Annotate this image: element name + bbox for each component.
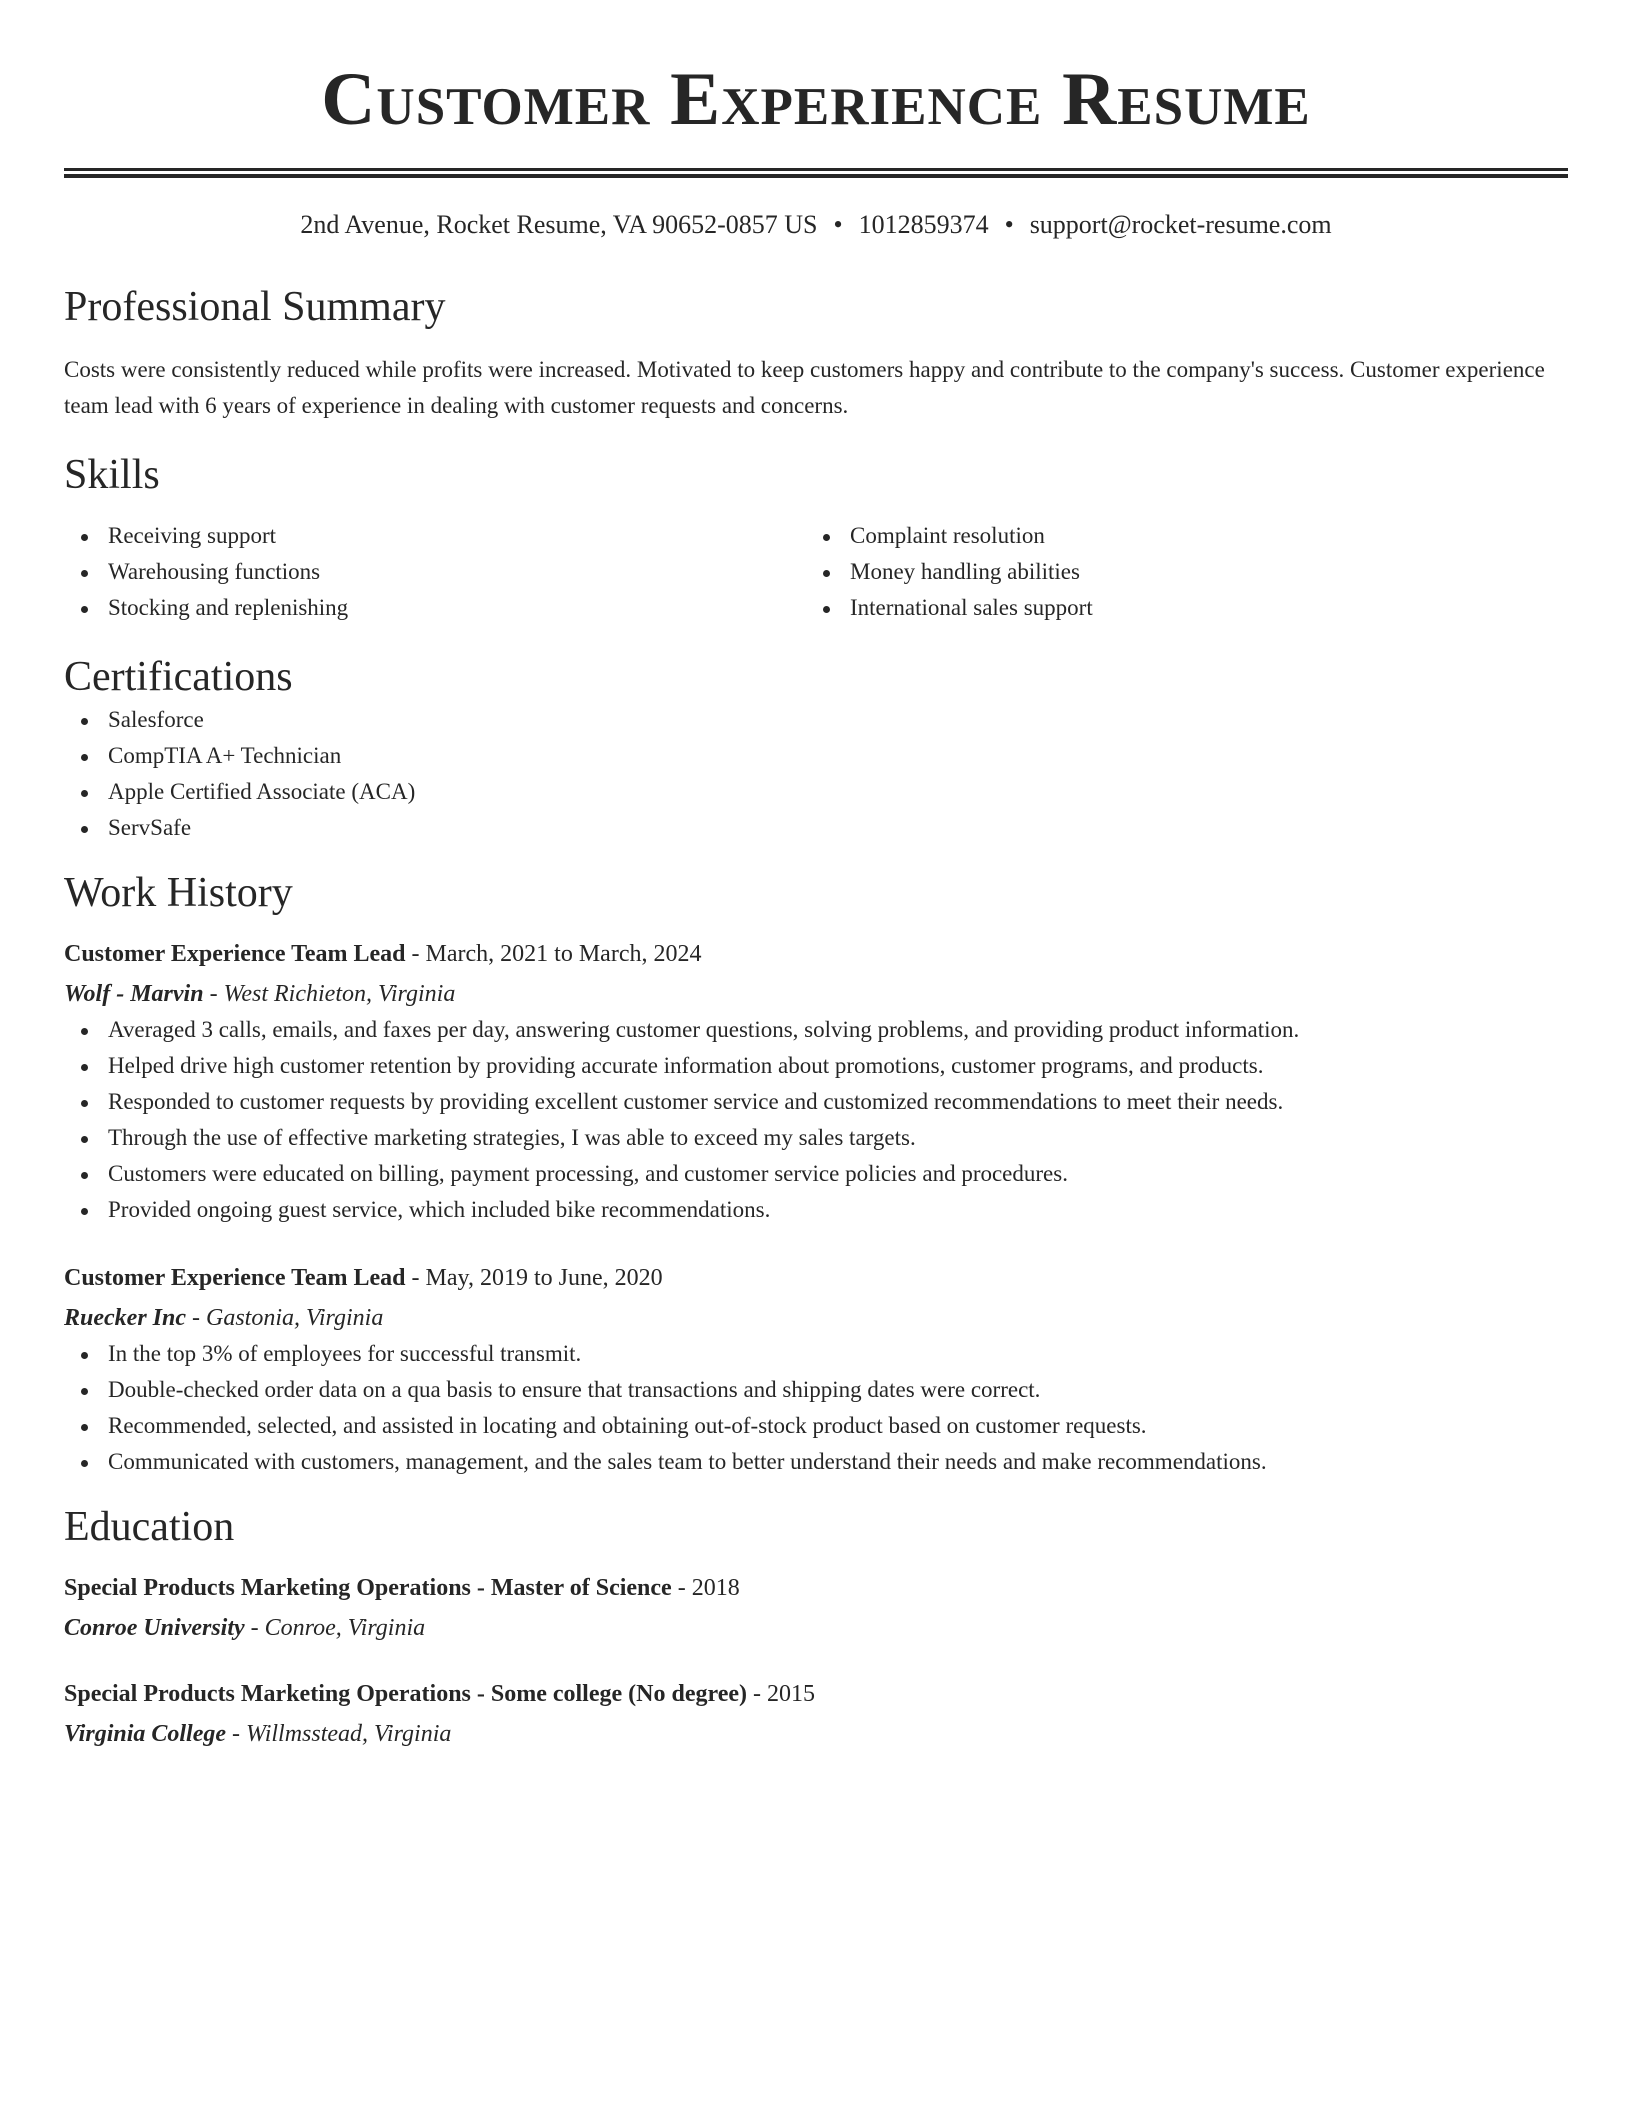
job-duties-list (64, 1336, 1568, 1480)
education-school: Virginia College (64, 1721, 227, 1747)
education-location: Willmsstead, Virginia (246, 1721, 452, 1747)
work-history-heading: Work History (64, 870, 293, 916)
job-role: Customer Experience Team Lead (64, 941, 406, 967)
contact-line (64, 208, 1568, 242)
job-location: West Richieton, Virginia (223, 981, 456, 1007)
job-duty-item: Provided ongoing guest service, which included bike recommendations. (64, 1192, 1568, 1228)
education-degree-line (64, 1570, 1568, 1606)
skills-list-right (806, 518, 1548, 626)
skills-list-left (64, 518, 806, 626)
summary-text: Costs were consistently reduced while profits were increased. Motivated to keep customers happy and contribute to the company's success. Customer experience team lead with 6 years of experience in dealing with customer requests and concerns. (64, 357, 1545, 418)
certifications-list (64, 702, 1568, 846)
skill-item: Warehousing functions (64, 554, 806, 590)
education-heading: Education (64, 1504, 235, 1550)
job-duty-item: Helped drive high customer retention by providing accurate information about promotions, customer programs, and products. (64, 1048, 1568, 1084)
education-school-line (64, 1610, 1568, 1646)
job-role: Customer Experience Team Lead (64, 1265, 406, 1291)
education-degree-line (64, 1676, 1568, 1712)
job-duty-item: Customers were educated on billing, payment processing, and customer service policies and procedures. (64, 1156, 1568, 1192)
skill-item: Receiving support (64, 518, 806, 554)
skills-grid (64, 518, 1568, 626)
job-title-line (64, 936, 1568, 972)
education-location: Conroe, Virginia (264, 1615, 426, 1641)
summary-heading: Professional Summary (64, 284, 446, 330)
job-duty-item: Responded to customer requests by providing excellent customer service and customized recommendations to meet their needs. (64, 1084, 1568, 1120)
job-duty-item: Communicated with customers, management, and the sales team to better understand their needs and make recommendations. (64, 1444, 1568, 1480)
job-duty-item: Double-checked order data on a qua basis to ensure that transactions and shipping dates were correct. (64, 1372, 1568, 1408)
skill-item: Money handling abilities (806, 554, 1548, 590)
contact-address: 2nd Avenue, Rocket Resume, VA 90652-0857 US (300, 210, 818, 239)
skill-item: Complaint resolution (806, 518, 1548, 554)
education-degree: Special Products Marketing Operations - Some college (No degree) (64, 1681, 747, 1707)
certification-item: ServSafe (64, 810, 1568, 846)
job-company-line (64, 1300, 1568, 1336)
job-dates: March, 2021 to March, 2024 (425, 941, 702, 967)
title-divider (64, 168, 1568, 178)
education-year: 2015 (767, 1681, 815, 1707)
job-duty-item: Recommended, selected, and assisted in locating and obtaining out-of-stock product based on customer requests. (64, 1408, 1568, 1444)
contact-separator: • (833, 210, 843, 239)
job-dash: - (405, 941, 426, 967)
job-dash: - (203, 981, 224, 1007)
education-year: 2018 (691, 1575, 740, 1601)
certification-item: Apple Certified Associate (ACA) (64, 774, 1568, 810)
skill-item: Stocking and replenishing (64, 590, 806, 626)
job-dates: May, 2019 to June, 2020 (425, 1265, 663, 1291)
job-duty-item: Averaged 3 calls, emails, and faxes per day, answering customer questions, solving problems, and providing product information. (64, 1012, 1568, 1048)
education-degree: Special Products Marketing Operations - Master of Science (64, 1575, 672, 1601)
education-dash: - (226, 1721, 247, 1747)
job-dash: - (186, 1305, 206, 1331)
education-dash: - (747, 1681, 767, 1707)
education-school: Conroe University (64, 1615, 245, 1641)
certification-item: Salesforce (64, 702, 1568, 738)
certifications-heading: Certifications (64, 654, 293, 700)
education-dash: - (244, 1615, 265, 1641)
job-dash: - (405, 1265, 426, 1291)
job-company-line (64, 976, 1568, 1012)
page-title: Customer Experience Resume (321, 58, 1311, 141)
job-company: Ruecker Inc (64, 1305, 186, 1331)
skills-heading: Skills (64, 452, 160, 498)
job-duty-item: In the top 3% of employees for successful transmit. (64, 1336, 1568, 1372)
job-company: Wolf - Marvin (64, 981, 204, 1007)
job-duties-list (64, 1012, 1568, 1228)
contact-phone: 1012859374 (858, 210, 989, 239)
education-dash: - (671, 1575, 692, 1601)
skill-item: International sales support (806, 590, 1548, 626)
contact-separator: • (1004, 210, 1014, 239)
education-school-line (64, 1716, 1568, 1752)
job-title-line (64, 1260, 1568, 1296)
contact-email: support@rocket-resume.com (1029, 210, 1332, 239)
certification-item: CompTIA A+ Technician (64, 738, 1568, 774)
job-duty-item: Through the use of effective marketing strategies, I was able to exceed my sales targets. (64, 1120, 1568, 1156)
job-location: Gastonia, Virginia (206, 1305, 384, 1331)
